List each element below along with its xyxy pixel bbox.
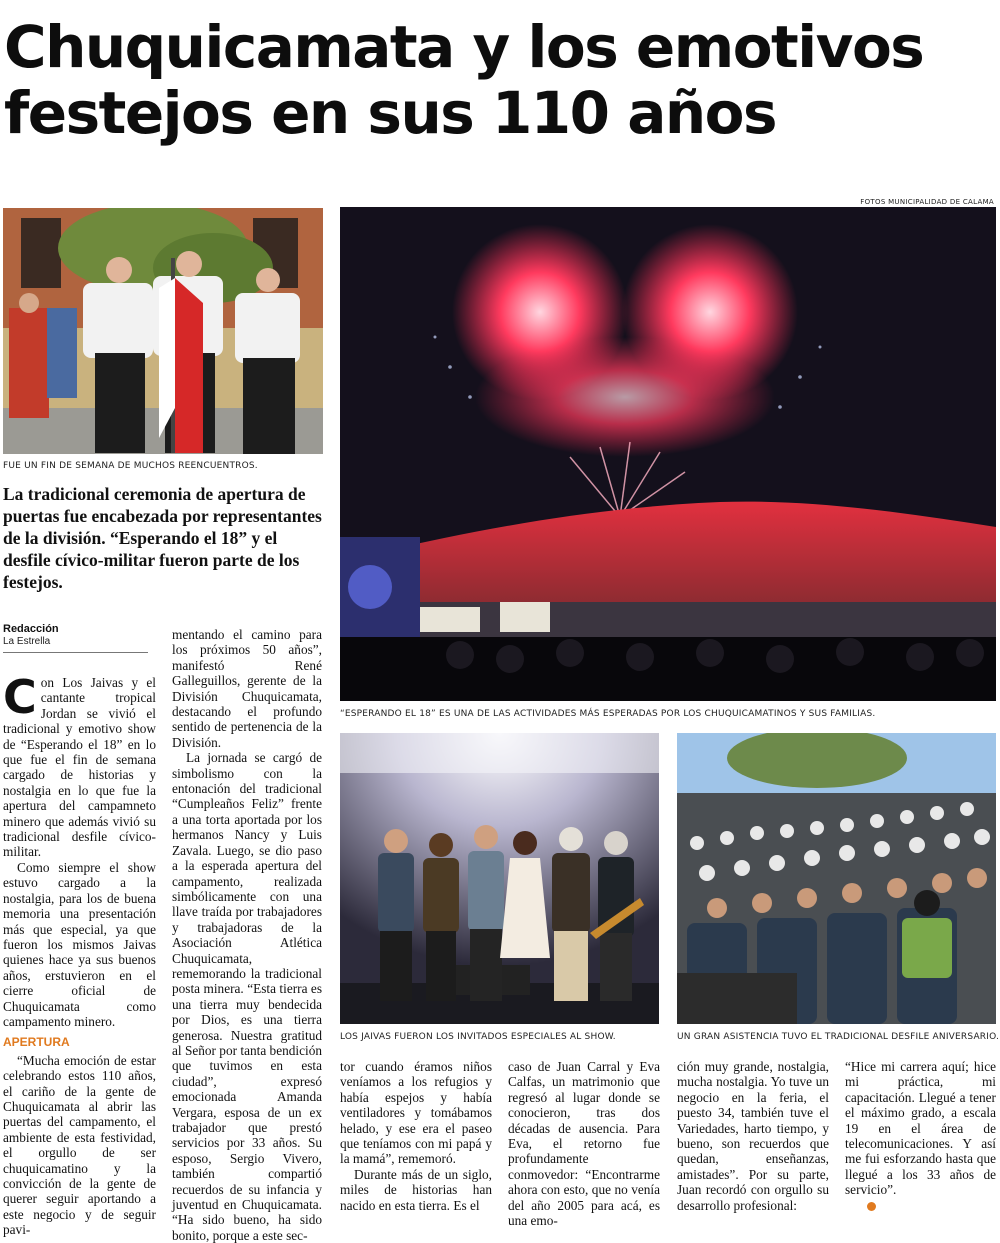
fireworks-illustration xyxy=(340,207,996,701)
col1-paragraph-3: “Mucha emoción de estar celebrando estos 110 años, el cariño de la gente de Chuquicamata al abrir las puertas del campamento, el ambiente de esta festividad, el orgullo de ser chuquicamatino y la convicción de la gente de querer seguir aportando a este negocio y de seguir pavi- xyxy=(3,1052,156,1238)
col6-paragraph-1 xyxy=(845,1059,996,1213)
fireworks-caption: “ESPERANDO EL 18” ES UNA DE LAS ACTIVIDADES MÁS ESPERADAS POR LOS CHUQUICAMATINOS Y SUS FAMILIAS. xyxy=(340,709,876,719)
article-deck: La tradicional ceremonia de apertura de puertas fue encabezada por representantes de la división. “Esperando el 18” y el desfile cívico-militar fueron parte de los festejos. xyxy=(3,484,322,592)
body-column-4 xyxy=(508,1059,660,1228)
byline-divider xyxy=(3,652,148,653)
section-subhead: APERTURA xyxy=(3,1035,70,1050)
col1-paragraph-1 xyxy=(3,670,156,860)
ceremony-illustration xyxy=(3,208,323,454)
body-column-2 xyxy=(172,627,322,1243)
col4-paragraph-1: caso de Juan Carral y Eva Calfas, un matrimonio que regresó al lugar donde se conocieron, tras dos décadas de ausencia. Para Eva, el retorno fue profundamente conmovedor: “Encontrarme ahora con esto, que no venía del año 2005 para acá, es una emo- xyxy=(508,1059,660,1229)
band-illustration xyxy=(340,733,659,1024)
col2-paragraph-2: La jornada se cargó de simbolismo con la entonación del tradicional “Cumpleaños Feliz” frente a una torta aportada por los hermanos Nancy y Luis Zavala. Luego, se dio paso a la esperada apertura del campamento, realizada simbólicamente con una llave traída por trabajadores y trabajadoras de la Asociación Atlética Chuquicamata, rememorando la tradicional posta minera. “Esta tierra es una tierra muy bendecida por Dios, es una tierra generosa. Nuestra gratitud al Señor por tanta bendición que tuvimos en esta ciudad”, expresó emocionada Amanda Vergara, esposa de un ex trabajador que prestó servicios por 33 años. Su esposo, Sergio Vivero, también compartió recuerdos de su infancia y juventud en Chuquicamata. “Ha sido bueno, ha sido bonito, porque a este sec- xyxy=(172,750,322,1243)
col3-paragraph-2: Durante más de un siglo, miles de historias han nacido en esta tierra. Es el xyxy=(340,1166,492,1213)
col1-text-1: on Los Jaivas y el cantante tropical Jordan se vivió el tradicional y emotivo show de “Esperando el 18” en lo que fue el fin de semana cargado de historias y nostalgia en lo que fue la apertura del campamneto minero que además vivió su tradicional desfile cívico-militar. xyxy=(3,675,156,860)
end-mark-icon xyxy=(867,1202,876,1211)
body-column-5 xyxy=(677,1059,829,1213)
ceremony-caption: FUE UN FIN DE SEMANA DE MUCHOS REENCUENTROS. xyxy=(3,461,258,471)
byline-outlet: La Estrella xyxy=(3,636,51,647)
col3-paragraph-1: tor cuando éramos niños veníamos a los refugios y había espejos y había ventiladores y tomábamos helado, y ese era el paseo que teníamos con mi papá y la mamá”, rememoró. xyxy=(340,1059,492,1167)
body-column-1 xyxy=(3,670,156,1238)
photo-credit: FOTOS MUNICIPALIDAD DE CALAMA xyxy=(860,198,994,206)
band-photo xyxy=(340,733,659,1024)
body-column-6 xyxy=(845,1059,996,1213)
crowd-photo xyxy=(677,733,996,1024)
col2-paragraph-1: mentando el camino para los próximos 50 años”, manifestó René Galleguillos, gerente de la División Chuquicamata, destacando el profundo sentido de pertenencia de la División. xyxy=(172,627,322,750)
fireworks-photo xyxy=(340,207,996,701)
band-caption: LOS JAIVAS FUERON LOS INVITADOS ESPECIALES AL SHOW. xyxy=(340,1032,616,1042)
col6-text-1: “Hice mi carrera aquí; hice mi práctica, mi capacitación. Llegué a tener el máximo grado, a escala 19 en el área de telecomunicaciones. Y así me fui esforzando hasta que llegué a los 33 años de servicio”. xyxy=(845,1059,996,1198)
body-column-3 xyxy=(340,1059,492,1213)
crowd-caption: UN GRAN ASISTENCIA TUVO EL TRADICIONAL DESFILE ANIVERSARIO. xyxy=(677,1032,1000,1042)
col5-paragraph-1: ción muy grande, nostalgia, mucha nostalgia. Yo tuve un negocio en la feria, el puesto 34, también tuve el Variedades, harto tiempo, y bueno, son recuerdos que quedan, enseñanzas, amistades”. Por su parte, Juan recordó con orgullo su desarrollo profesional: xyxy=(677,1059,829,1213)
drop-cap: C xyxy=(3,670,37,724)
col1-paragraph-2: Como siempre el show estuvo cargado a la nostalgia, para los de buena memoria una presentación más que especial, ya que fueron los mismos Jaivas quienes hace ya sus buenos años, erstuvieron en el cierre oficial de Chuquicamata como campamento minero. xyxy=(3,859,156,1029)
headline: Chuquicamata y los emotivos festejos en sus 110 años xyxy=(4,13,924,147)
ceremony-photo xyxy=(3,208,323,454)
crowd-illustration xyxy=(677,733,996,1024)
byline-author: Redacción xyxy=(3,623,59,635)
